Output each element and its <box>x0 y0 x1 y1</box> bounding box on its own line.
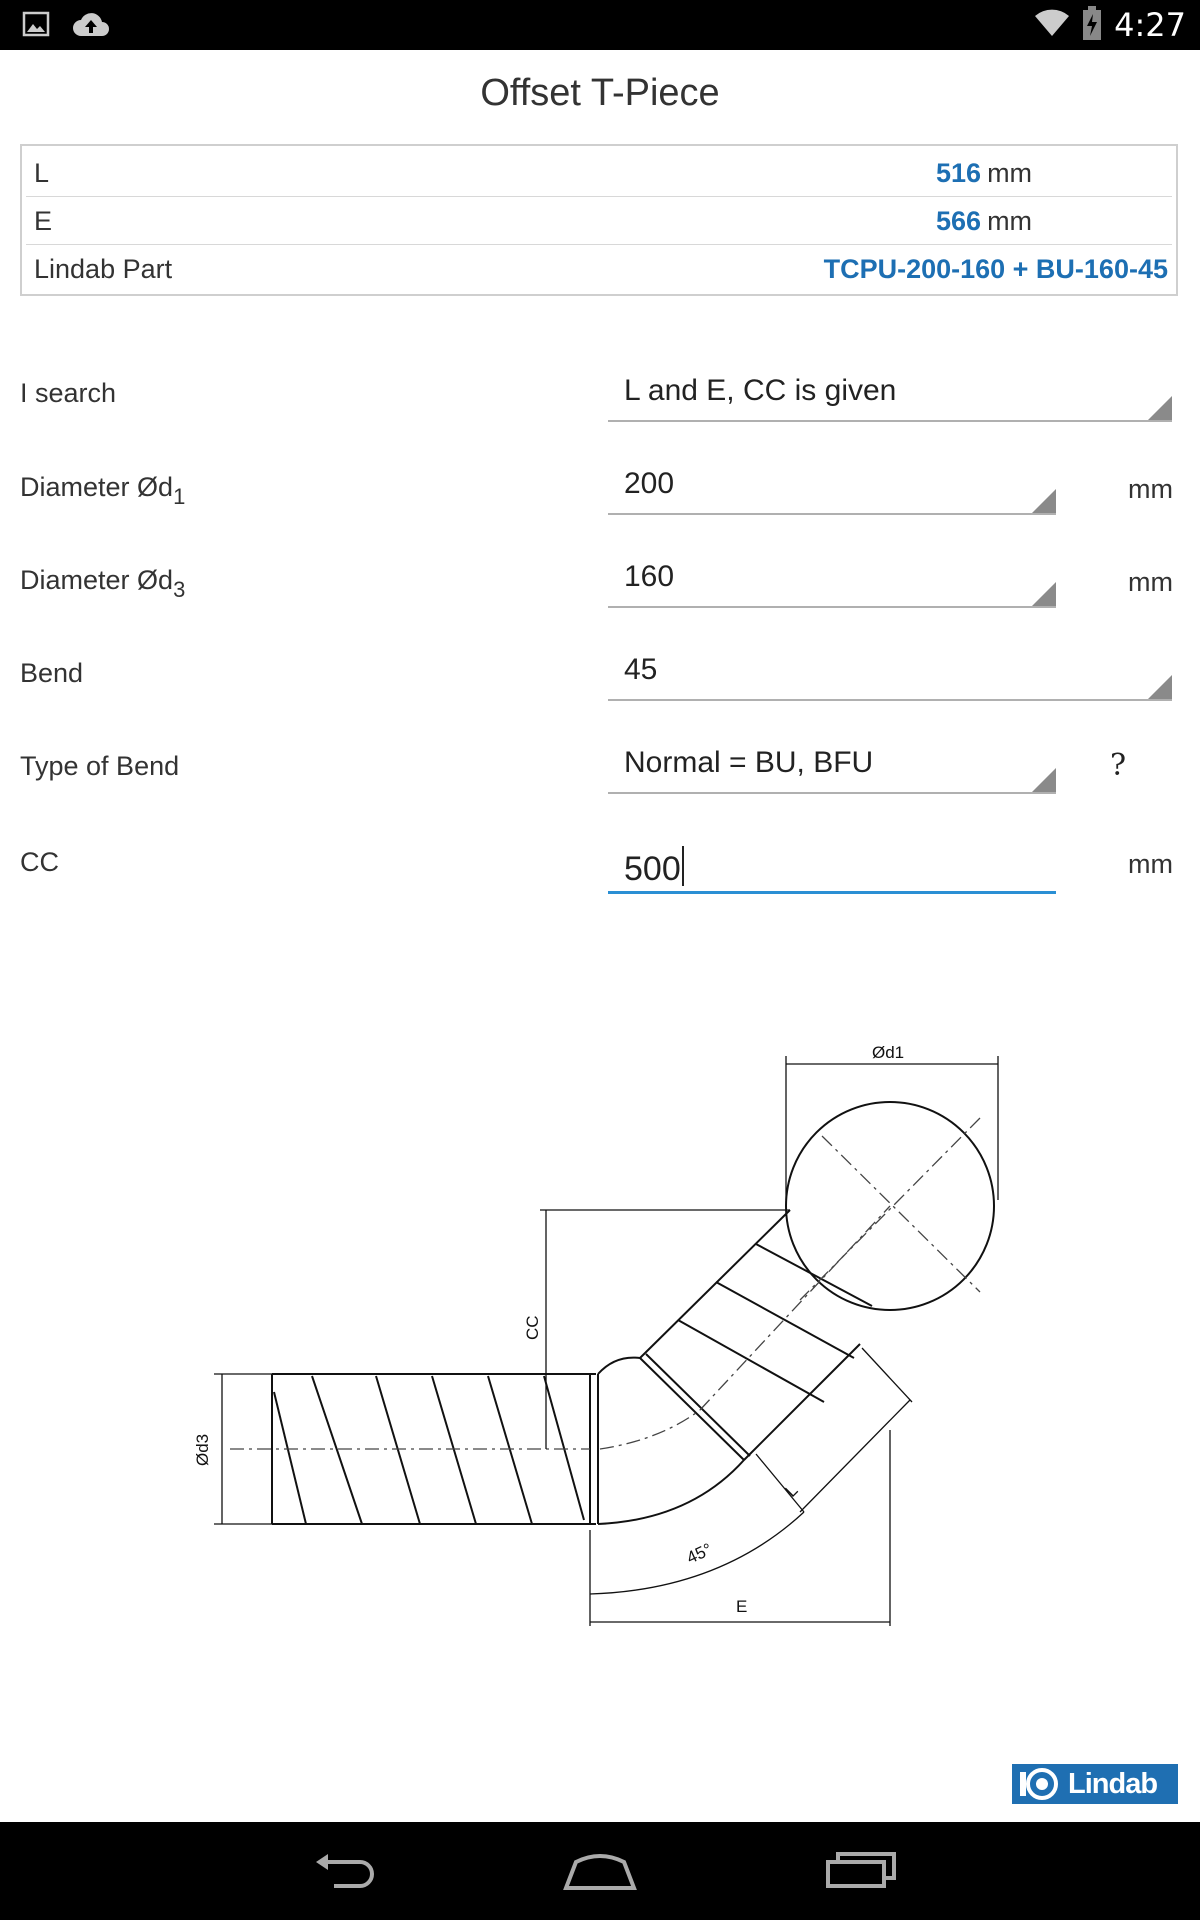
search-dropdown[interactable] <box>608 362 1172 422</box>
bend-type-dropdown[interactable] <box>608 734 1056 794</box>
recents-button[interactable] <box>822 1840 902 1900</box>
diameter-d3-value: 160 <box>624 560 675 593</box>
home-button[interactable] <box>560 1840 640 1900</box>
result-number-e: 566 <box>936 206 982 236</box>
result-number-l: 516 <box>936 158 982 188</box>
lindab-logo <box>1012 1764 1178 1804</box>
cloud-upload-icon <box>72 10 110 43</box>
result-row-l <box>26 150 1172 197</box>
diagram-label-d1: Ød1 <box>872 1043 905 1062</box>
diameter-d1-subscript: 1 <box>173 484 186 509</box>
cc-label: CC <box>20 847 59 877</box>
diameter-d1-dropdown[interactable] <box>608 455 1056 515</box>
back-icon <box>304 1840 384 1900</box>
result-unit-e: mm <box>987 206 1033 236</box>
lindab-logo-text: Lindab <box>1068 1767 1158 1800</box>
bend-type-value: Normal = BU, BFU <box>624 746 874 779</box>
diameter-d1-label <box>20 472 185 510</box>
page-title: Offset T-Piece <box>480 72 720 114</box>
search-label: I search <box>20 378 117 408</box>
cc-input[interactable] <box>608 830 1056 894</box>
dropdown-arrow-icon <box>1032 489 1056 513</box>
bend-label: Bend <box>20 658 84 688</box>
cc-value-wrap <box>624 846 684 889</box>
result-label-part: Lindab Part <box>34 254 173 284</box>
result-label-e: E <box>34 206 53 236</box>
diameter-d3-unit: mm <box>1128 567 1173 597</box>
offset-t-piece-diagram <box>180 1030 1020 1640</box>
dropdown-arrow-icon <box>1148 675 1172 699</box>
text-caret <box>682 846 684 886</box>
status-bar <box>0 0 1200 50</box>
back-button[interactable] <box>304 1840 384 1900</box>
diagram-label-l: L <box>781 1480 802 1501</box>
diameter-d1-unit: mm <box>1128 474 1173 504</box>
diagram-label-angle: 45° <box>683 1539 715 1568</box>
result-value-e <box>936 206 1032 237</box>
result-value-l <box>936 158 1032 189</box>
bend-dropdown[interactable] <box>608 641 1172 701</box>
home-icon <box>560 1840 640 1900</box>
diagram-label-e: E <box>736 1597 748 1616</box>
results-table <box>20 144 1178 296</box>
diameter-d3-label-text: Diameter Ød <box>20 565 174 595</box>
bend-type-help-button[interactable]: ? <box>1110 748 1127 783</box>
result-row-e <box>26 198 1172 245</box>
diameter-d1-label-text: Diameter Ød <box>20 472 174 502</box>
dropdown-arrow-icon <box>1148 396 1172 420</box>
diameter-d1-value: 200 <box>624 467 675 500</box>
status-time: 4:27 <box>1114 6 1186 44</box>
diameter-d3-dropdown[interactable] <box>608 548 1056 608</box>
cc-unit: mm <box>1128 849 1173 879</box>
diagram-label-cc: CC <box>523 1315 542 1340</box>
lindab-logo-icon <box>1018 1766 1064 1802</box>
diameter-d3-subscript: 3 <box>173 577 186 602</box>
search-value: L and E, CC is given <box>624 374 897 407</box>
result-row-part <box>26 246 1172 292</box>
recents-icon <box>822 1840 902 1900</box>
navigation-bar <box>0 1822 1200 1920</box>
diameter-d3-label <box>20 565 185 603</box>
wifi-icon <box>1034 8 1070 43</box>
bend-value: 45 <box>624 653 658 686</box>
result-value-part: TCPU-200-160 + BU-160-45 <box>823 254 1168 284</box>
result-label-l: L <box>34 158 50 188</box>
dropdown-arrow-icon <box>1032 582 1056 606</box>
cc-value: 500 <box>624 850 681 888</box>
diagram-label-d3: Ød3 <box>193 1433 212 1466</box>
battery-icon <box>1082 6 1102 45</box>
dropdown-arrow-icon <box>1032 768 1056 792</box>
image-icon <box>22 10 50 43</box>
result-unit-l: mm <box>987 158 1033 188</box>
bend-type-label: Type of Bend <box>20 751 180 781</box>
